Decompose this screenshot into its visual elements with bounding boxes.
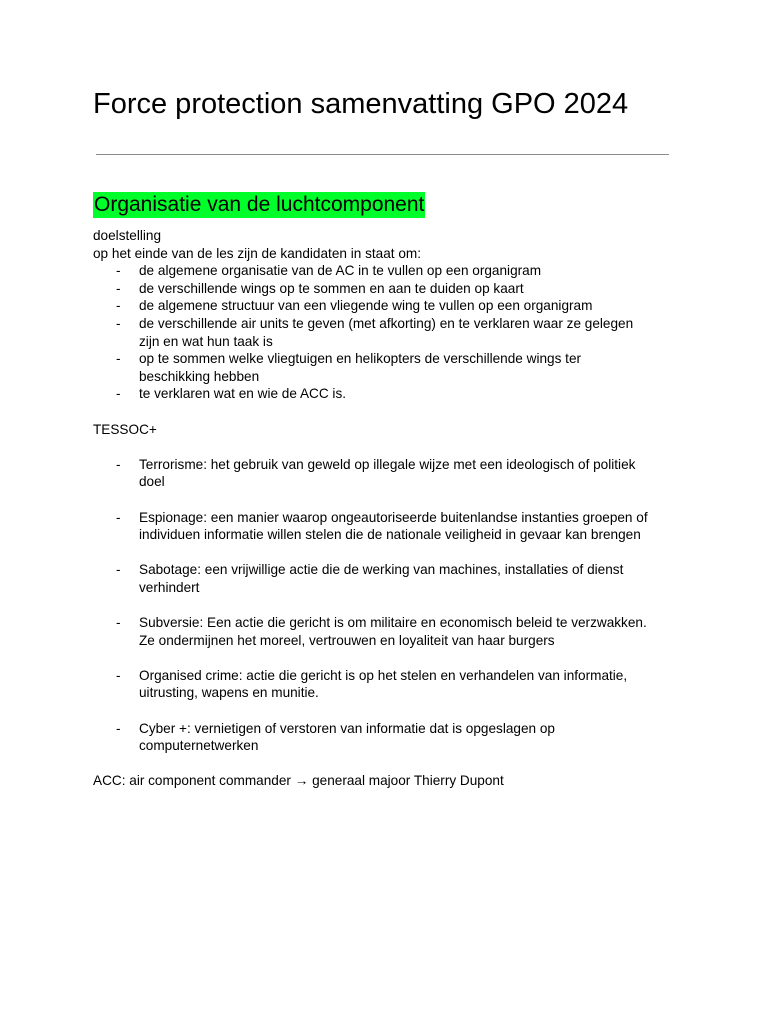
list-item bbox=[93, 614, 683, 649]
list-item bbox=[93, 280, 683, 298]
list-bullet: - bbox=[116, 351, 121, 367]
list-bullet: - bbox=[116, 456, 121, 472]
list-item-text: Espionage: een manier waarop ongeautoriseerde buitenlandse instanties groepen of individuen informatie willen stelen die de nationale veiligheid in gevaar kan brengen bbox=[139, 509, 648, 543]
list-item-text: Cyber +: vernietigen of verstoren van informatie dat is opgeslagen op computernetwerken bbox=[139, 720, 555, 754]
section-heading: Organisatie van de luchtcomponent bbox=[94, 193, 425, 216]
list-item-text: Organised crime: actie die gericht is op het stelen en verhandelen van informatie, uitrusting, wapens en munitie. bbox=[139, 667, 628, 701]
list-item bbox=[93, 297, 683, 315]
tessoc-list bbox=[93, 456, 683, 755]
objective-label: doelstelling bbox=[93, 228, 162, 243]
list-bullet: - bbox=[116, 562, 121, 578]
list-item bbox=[93, 667, 683, 702]
list-item-text: Subversie: Een actie die gericht is om militaire en economisch beleid te verzwakken. Ze ondermijnen het moreel, vertrouwen en loyaliteit van haar burgers bbox=[139, 615, 647, 648]
list-item bbox=[93, 456, 683, 491]
document-title: Force protection samenvatting GPO 2024 bbox=[93, 88, 629, 120]
list-item-text: Sabotage: een vrijwillige actie die de werking van machines, installaties of dienst verhindert bbox=[139, 562, 624, 595]
tessoc-label: TESSOC+ bbox=[93, 421, 157, 437]
acc-definition: ACC: air component commander → generaal majoor Thierry Dupont bbox=[93, 773, 504, 789]
list-bullet: - bbox=[116, 386, 121, 402]
list-item bbox=[93, 509, 683, 544]
list-item-text: de verschillende wings op te sommen en aan te duiden op kaart bbox=[139, 280, 524, 296]
list-item-text: Terrorisme: het gebruik van geweld op illegale wijze met een ideologisch of politiek doel bbox=[139, 456, 636, 490]
list-bullet: - bbox=[116, 280, 121, 296]
spacer bbox=[93, 755, 683, 773]
list-item-text: op te sommen welke vliegtuigen en helikopters de verschillende wings ter beschikking hebben bbox=[139, 351, 582, 384]
list-bullet: - bbox=[116, 615, 121, 631]
list-item bbox=[93, 720, 683, 755]
list-item-text: de algemene organisatie van de AC in te vullen op een organigram bbox=[139, 263, 542, 279]
spacer bbox=[93, 438, 683, 456]
list-item-text: te verklaren wat en wie de ACC is. bbox=[139, 386, 347, 402]
list-item-text: de verschillende air units te geven (met afkorting) en te verklaren waar ze gelegen zijn en wat hun taak is bbox=[139, 315, 634, 349]
list-item bbox=[93, 315, 683, 350]
spacer bbox=[93, 403, 683, 421]
objectives-list bbox=[93, 262, 683, 403]
list-item bbox=[93, 262, 683, 280]
list-bullet: - bbox=[116, 263, 121, 279]
list-item bbox=[93, 385, 683, 403]
objective-intro: op het einde van de les zijn de kandidaten in staat om: bbox=[93, 245, 421, 261]
list-bullet: - bbox=[116, 720, 121, 736]
list-bullet: - bbox=[116, 667, 121, 683]
list-item-text: de algemene structuur van een vliegende wing te vullen op een organigram bbox=[139, 298, 593, 314]
list-item bbox=[93, 350, 683, 385]
list-bullet: - bbox=[116, 298, 121, 314]
list-item bbox=[93, 561, 683, 596]
list-bullet: - bbox=[116, 315, 121, 331]
title-divider bbox=[96, 154, 669, 155]
section-body bbox=[93, 227, 683, 790]
list-bullet: - bbox=[116, 509, 121, 525]
